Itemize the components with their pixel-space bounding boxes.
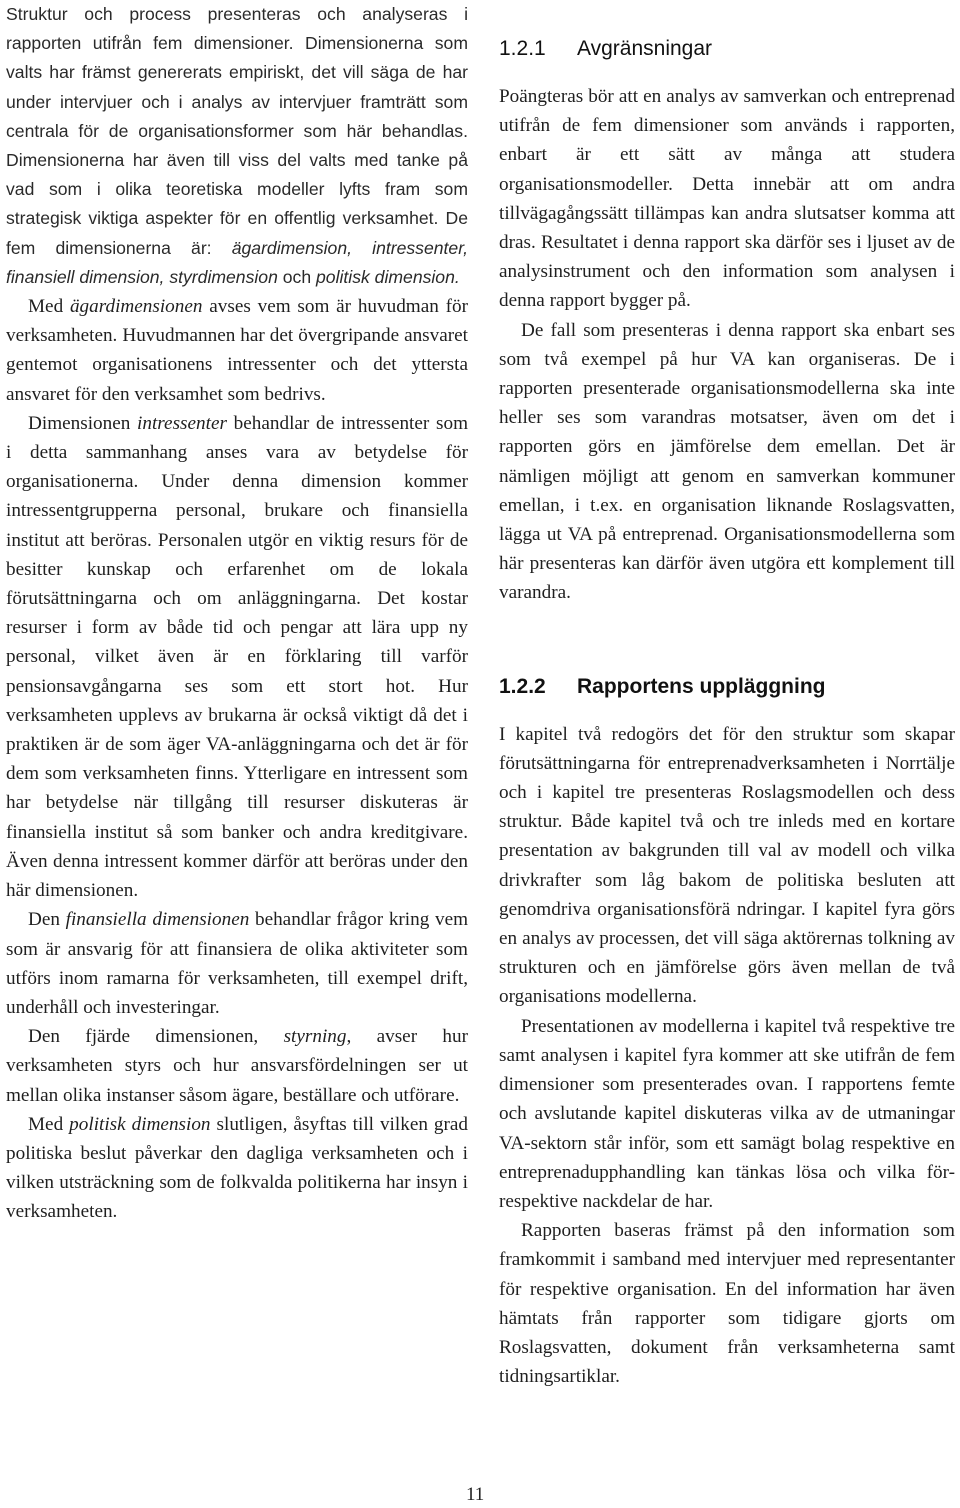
paragraph-upplaggning-2: Presentationen av modellerna i kapitel två respektive tre samt analysen i kapitel fyra kommer att ske utifrån de fem dimensioner som presenterades ovan. I rapportens femte och avslutande kapitel diskuteras vilka av de utmaningar VA-sektorn står inför, som ett samägt bolag respektive en entreprenadupphandling kan tänkas lösa och vilka för- respektive nackdelar de har. xyxy=(499,1015,955,1212)
section-title: Rapportens uppläggning xyxy=(577,674,826,698)
left-column xyxy=(6,0,468,1227)
paragraph-finansiell xyxy=(6,905,468,1022)
term-styrning: styrning xyxy=(283,1026,347,1048)
intro-paragraph xyxy=(6,0,468,292)
paragraph-upplaggning-3: Rapporten baseras främst på den information som framkommit i samband med intervjuer med representanter för respektive organisation. En del information har även hämtats från rapporter som tidigare gjorts om Roslagsvatten, dokument från verksamheterna samt tidningsartiklar. xyxy=(499,1220,955,1388)
section-number: 1.2.1 xyxy=(499,37,546,60)
text-segment: , avser hur verksamheten styrs och hur ansvarsfördelningen ser ut mellan olika instanser såsom ägare, beställare och utförare. xyxy=(6,1026,468,1106)
dimension-list-conjunction: och xyxy=(277,266,317,287)
paragraph-politisk xyxy=(6,1110,468,1227)
heading-spacer xyxy=(499,0,955,34)
section-heading-avgransningar xyxy=(499,34,955,64)
paragraph-intressenter xyxy=(6,409,468,905)
term-finansiella-dimensionen: finansiella dimensionen xyxy=(65,909,250,931)
heading-gap xyxy=(499,64,955,82)
term-agardimensionen: ägardimensionen xyxy=(69,296,203,318)
paragraph-agardimension xyxy=(6,292,468,409)
text-segment: Med xyxy=(28,296,70,318)
term-politisk-dimension: politisk dimension xyxy=(69,1113,211,1135)
text-segment: Den xyxy=(28,909,66,931)
section-number: 1.2.2 xyxy=(499,674,546,698)
text-segment: Den fjärde dimensionen, xyxy=(28,1026,284,1048)
heading-gap xyxy=(499,702,955,720)
section-heading-upplaggning xyxy=(499,672,955,702)
page-number: 11 xyxy=(466,1484,485,1505)
intro-text: Struktur och process presenteras och analyseras i rapporten utifrån fem dimensioner. Dimensionerna som valts har främst genererats empiriskt, det vill säga de har under intervjuer och i analys av intervjuer framträtt som centrala för de organisationsformer som här behandlas. Dimensionerna har även till viss del valts med tanke på vad som i olika teoretiska modeller lyfts fram som strategisk viktiga aspekter för en offentlig verksamhet. De fem dimensionerna är: xyxy=(6,4,468,258)
paragraph-avgransningar-1: Poängteras bör att en analys av samverkan och entreprenad utifrån de fem dimensioner som används i rapporten, enbart är ett sätt av många att studera organisationsmodeller. Detta innebär att om andra tillvägagångssätt tillämpas kan andra slutsatser komma att dras. Resultatet i denna rapport ska därför ses i ljuset av de analysinstrument och den information som analysen i denna rapport bygger på. xyxy=(499,86,955,312)
text-segment: Med xyxy=(28,1113,70,1135)
paragraph-upplaggning-1: I kapitel två redogörs det för den struktur som skapar förutsättningarna för entreprenadverksamheten i Norrtälje och i kapitel tre presenteras Roslagsmodellen och dess struktur. Både kapitel två och tre inleds med en kortare presentation av bakgrunden till val av modell och vilka drivkrafter som låg bakom de politiska besluten att genomdriva organisationsförä ndringar. I kapitel fyra görs en analys av processen, det vill säga aktörernas tolkning av strukturen och en jämförelse görs även mellan de två organisations modellerna. xyxy=(499,723,955,1008)
dimension-list-last: politisk dimension. xyxy=(316,266,460,287)
paragraph-styrning xyxy=(6,1022,468,1110)
text-segment: behandlar frågor kring vem som är ansvarig för att finansiera de olika aktiviteter som utförs inom ramarna för verksamheten, till exempel drift, underhåll och investeringar. xyxy=(6,909,469,1018)
section-title: Avgränsningar xyxy=(577,37,713,60)
text-segment: Dimensionen xyxy=(28,412,138,434)
text-segment: behandlar de intressenter som i detta sammanhang anses vara av betydelse för organisationerna. Under denna dimension kommer intressentgrupperna personal, brukare och finansiella institut att beröras. Personalen utgör en viktig resurs för de besitter kunskap och erfarenhet om de lokala förutsättningarna och om anläggningarna. Det kostar resurser i form av både tid och pengar att lära upp ny personal, vilket även är en förklaring till varför pensionsavgångarna ses som ett stort hot. Hur verksamheten upplevs av brukarna är också viktigt då det i praktiken är de som äger VA-anläggningarna och det är för dem som verksamheten finns. Ytterligare en intressent som har betydelse när tillgång till resurser diskuteras är finansiella institut så som banker och andra kreditgivare. Även denna intressent kommer därför att beröras under den här dimensionen. xyxy=(6,412,468,902)
paragraph-avgransningar-2: De fall som presenteras i denna rapport ska enbart ses som två exempel på hur VA kan organiseras. De i rapporten presenterade organisationsmodellerna ska inte heller ses som varandras motsatser, även om det i rapporten görs en jämförelse dem emellan. Det är nämligen möjligt att genom en samverkan kommuner emellan, i t.ex. en organisation liknande Roslagsvatten, lägga ut VA på entreprenad. Organisationsmodellerna som här presenteras kan därför även utgöra ett komplement till varandra. xyxy=(499,319,955,604)
dimension-list-emphasis: ägardimension, intressenter, finansiell dimension, styrdimension xyxy=(6,237,468,287)
text-segment: avses vem som är huvudman för verksamheten. Huvudmannen har det övergripande ansvaret gentemot organisationens intressenter och det yttersta ansvaret för den verksamhet som bedrivs. xyxy=(6,296,468,405)
text-segment: slutligen, åsyftas till vilken grad politiska beslut påverkar den dagliga verksamheten och i vilken utsträckning som de folkvalda politikerna har insyn i verksamheten. xyxy=(6,1113,469,1223)
term-intressenter: intressenter xyxy=(137,412,227,434)
section-gap xyxy=(499,608,955,672)
right-column xyxy=(499,0,955,1391)
